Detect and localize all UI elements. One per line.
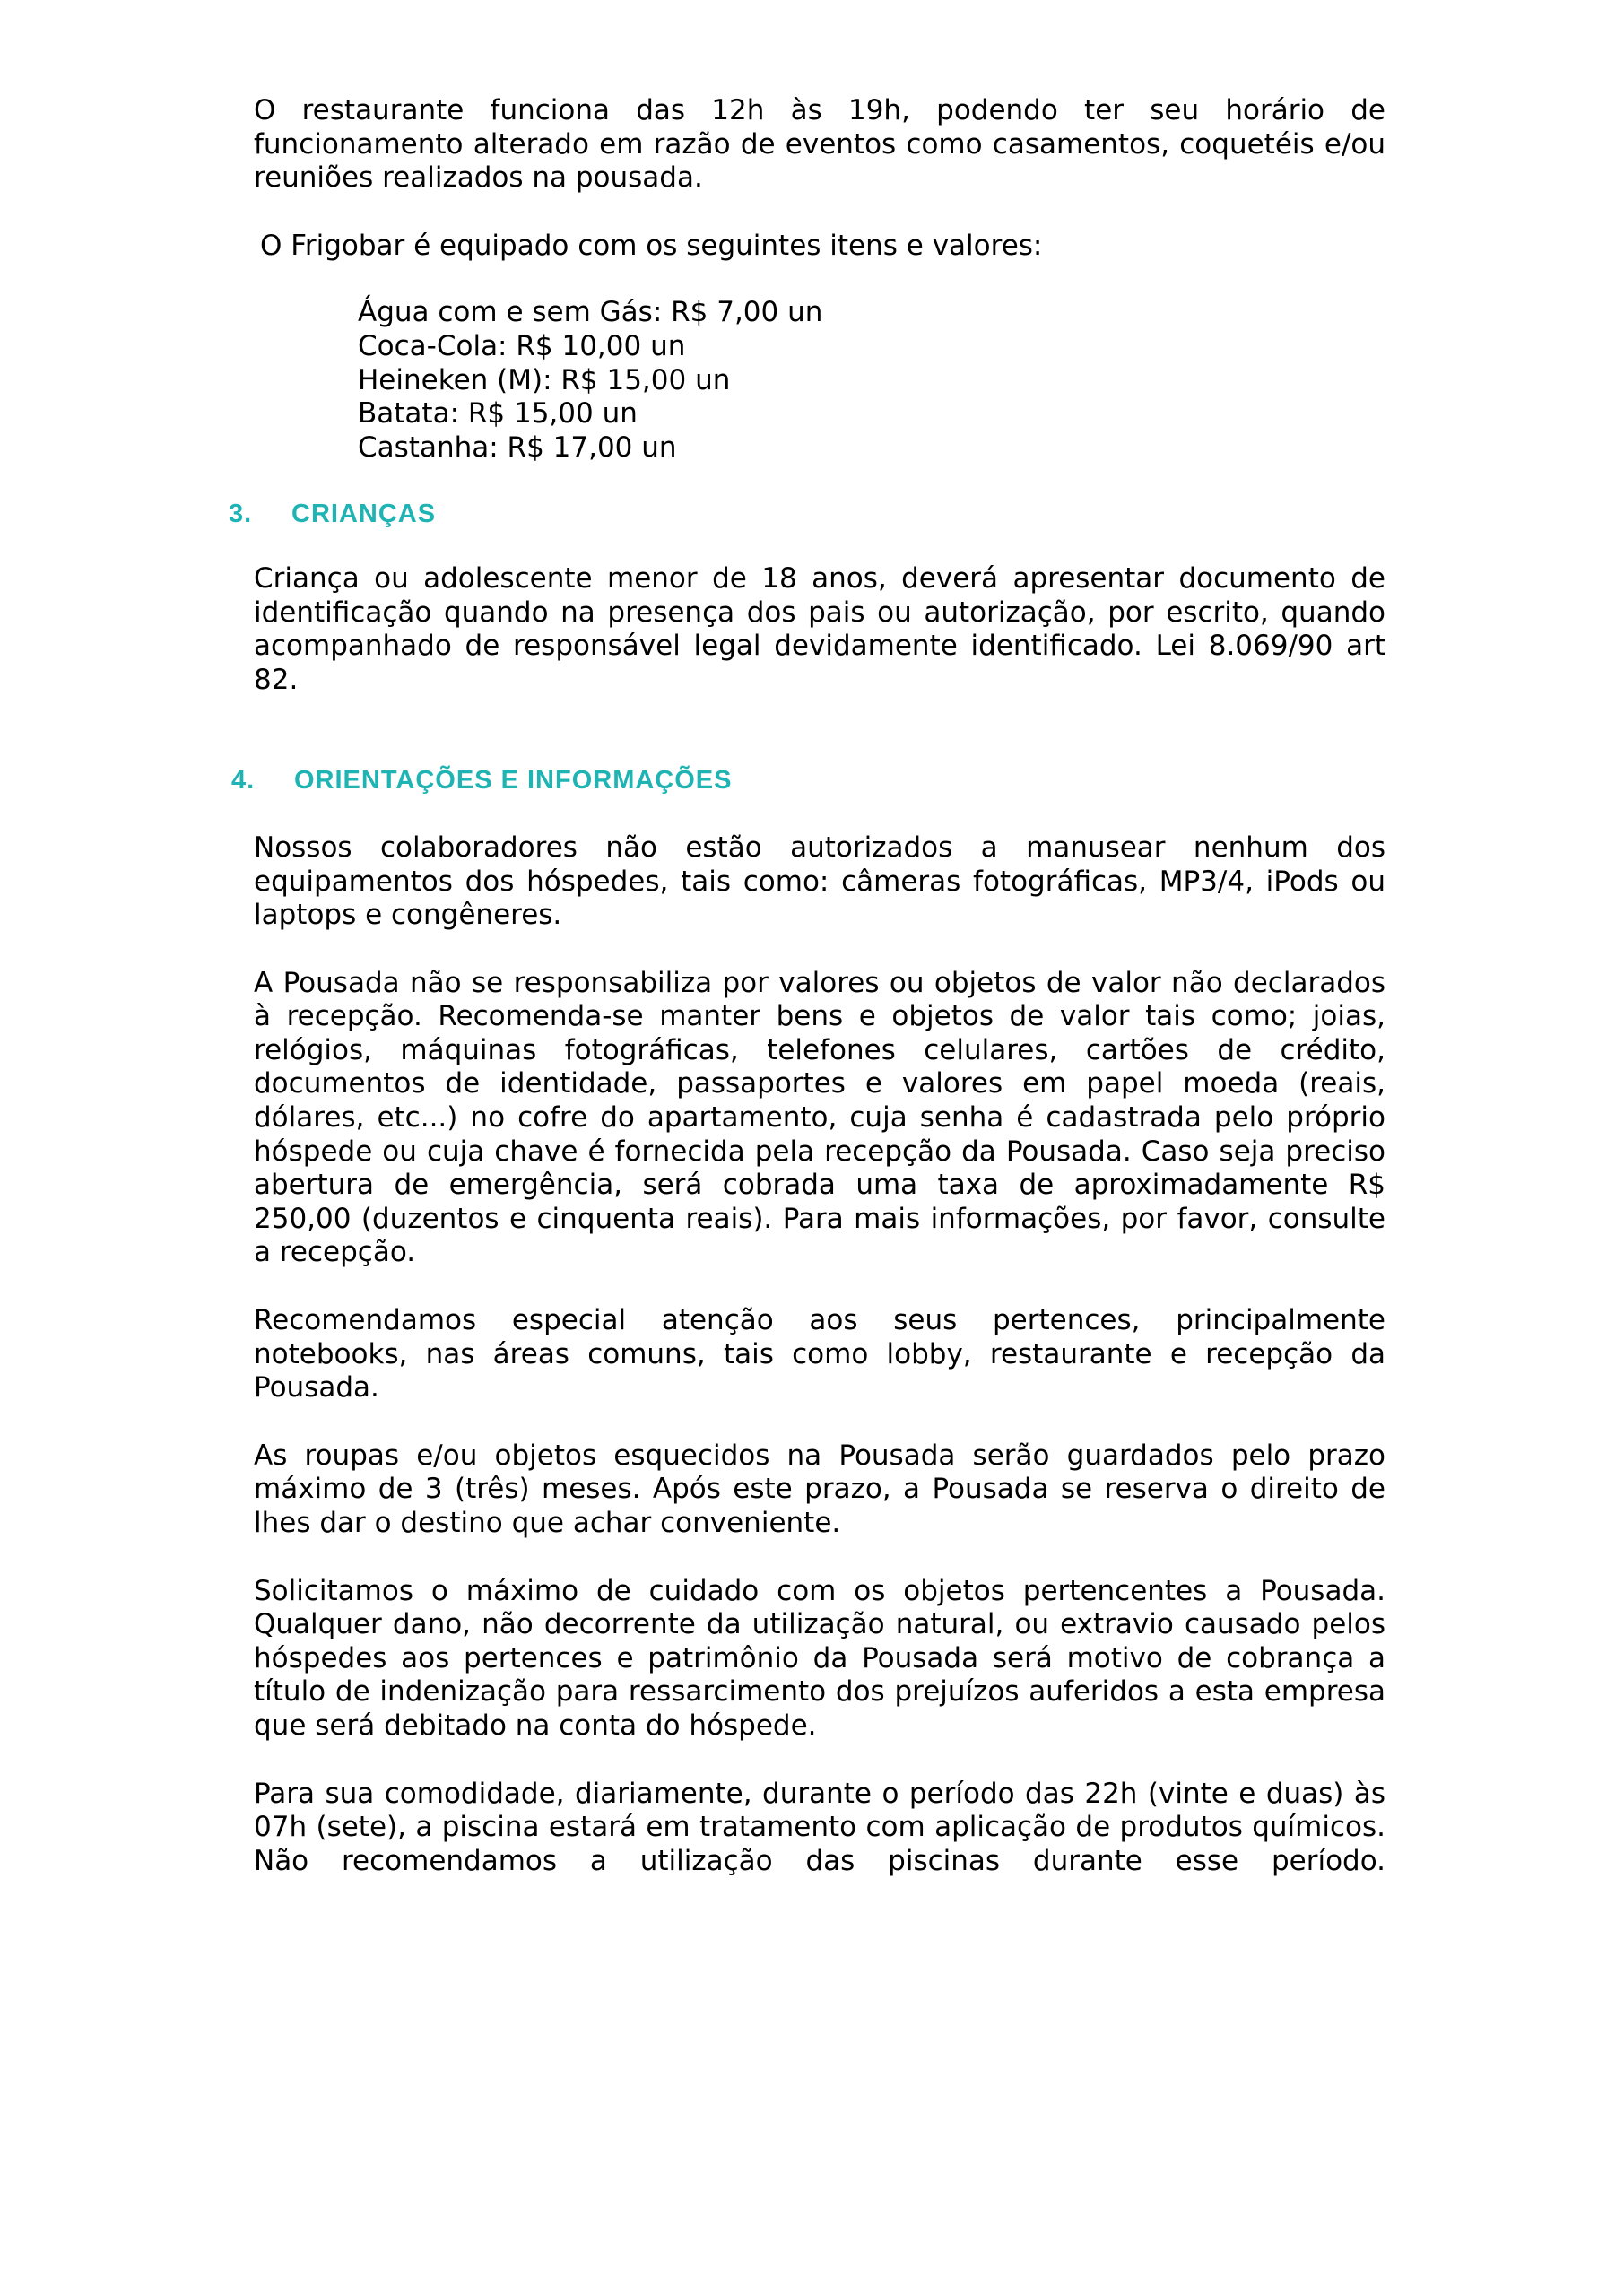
section-4-heading [231, 764, 1385, 798]
section-3-paragraph: Criança ou adolescente menor de 18 anos, deverá apresentar documento de identificação quando na presença dos pais ou autorização, por escrito, quando acompanhado de responsável legal devidamente identificado. Lei 8.069/90 art 82. [254, 561, 1385, 696]
section-4-paragraph-belongings: Recomendamos especial atenção aos seus pertences, principalmente notebooks, nas áreas comuns, tais como lobby, restaurante e recepção da Pousada. [254, 1304, 1385, 1405]
frigobar-intro: O Frigobar é equipado com os seguintes itens e valores: [260, 229, 1043, 262]
section-4-paragraph-equipment: Nossos colaboradores não estão autorizados a manusear nenhum dos equipamentos dos hóspedes, tais como: câmeras fotográficas, MP3/4, iPods ou laptops e congêneres. [254, 831, 1385, 932]
document-content [229, 94, 1385, 1878]
frigobar-item: Coca-Cola: R$ 10,00 un [358, 329, 686, 362]
section-3-heading [229, 498, 1385, 532]
frigobar-item: Castanha: R$ 17,00 un [358, 430, 677, 464]
frigobar-item-list [358, 296, 1385, 465]
section-4-number: 4. [231, 766, 256, 796]
section-4-paragraph-pool: Para sua comodidade, diariamente, durante o período das 22h (vinte e duas) às 07h (sete), a piscina estará em tratamento com aplicação de produtos químicos. Não recomendamos a utilização das piscinas durante esse período. [254, 1777, 1385, 1877]
section-4-paragraph-damages: Solicitamos o máximo de cuidado com os objetos pertencentes a Pousada. Qualquer dano, não decorrente da utilização natural, ou extravio causado pelos hóspedes aos pertences e patrimônio da Pousada será motivo de cobrança a título de indenização para ressarcimento dos prejuízos auferidos a esta empresa que será debitado na conta do hóspede. [254, 1574, 1385, 1742]
restaurant-hours-paragraph: O restaurante funciona das 12h às 19h, podendo ter seu horário de funcionamento alterado em razão de eventos como casamentos, coquetéis e/ou reuniões realizados na pousada. [254, 94, 1385, 195]
section-4-paragraph-valuables: A Pousada não se responsabiliza por valores ou objetos de valor não declarados à recepção. Recomenda-se manter bens e objetos de valor tais como; joias, relógios, máquinas fotográficas, telefones celulares, cartões de crédito, documentos de identidade, passaportes e valores em papel moeda (reais, dólares, etc...) no cofre do apartamento, cuja senha é cadastrada pelo próprio hóspede ou cuja chave é fornecida pela recepção da Pousada. Caso seja preciso abertura de emergência, será cobrada uma taxa de aproximadamente R$ 250,00 (duzentos e cinquenta reais). Para mais informações, por favor, consulte a recepção. [254, 966, 1385, 1269]
frigobar-item: Batata: R$ 15,00 un [358, 397, 638, 430]
section-4-paragraph-lost-items: As roupas e/ou objetos esquecidos na Pousada serão guardados pelo prazo máximo de 3 (três) meses. Após este prazo, a Pousada se reserva o direito de lhes dar o destino que achar conveniente. [254, 1439, 1385, 1539]
section-3-title: CRIANÇAS [291, 500, 437, 529]
frigobar-item: Água com e sem Gás: R$ 7,00 un [358, 296, 823, 329]
section-3-number: 3. [229, 500, 253, 529]
section-4-title: ORIENTAÇÕES E INFORMAÇÕES [294, 766, 733, 796]
frigobar-item: Heineken (M): R$ 15,00 un [358, 363, 731, 396]
